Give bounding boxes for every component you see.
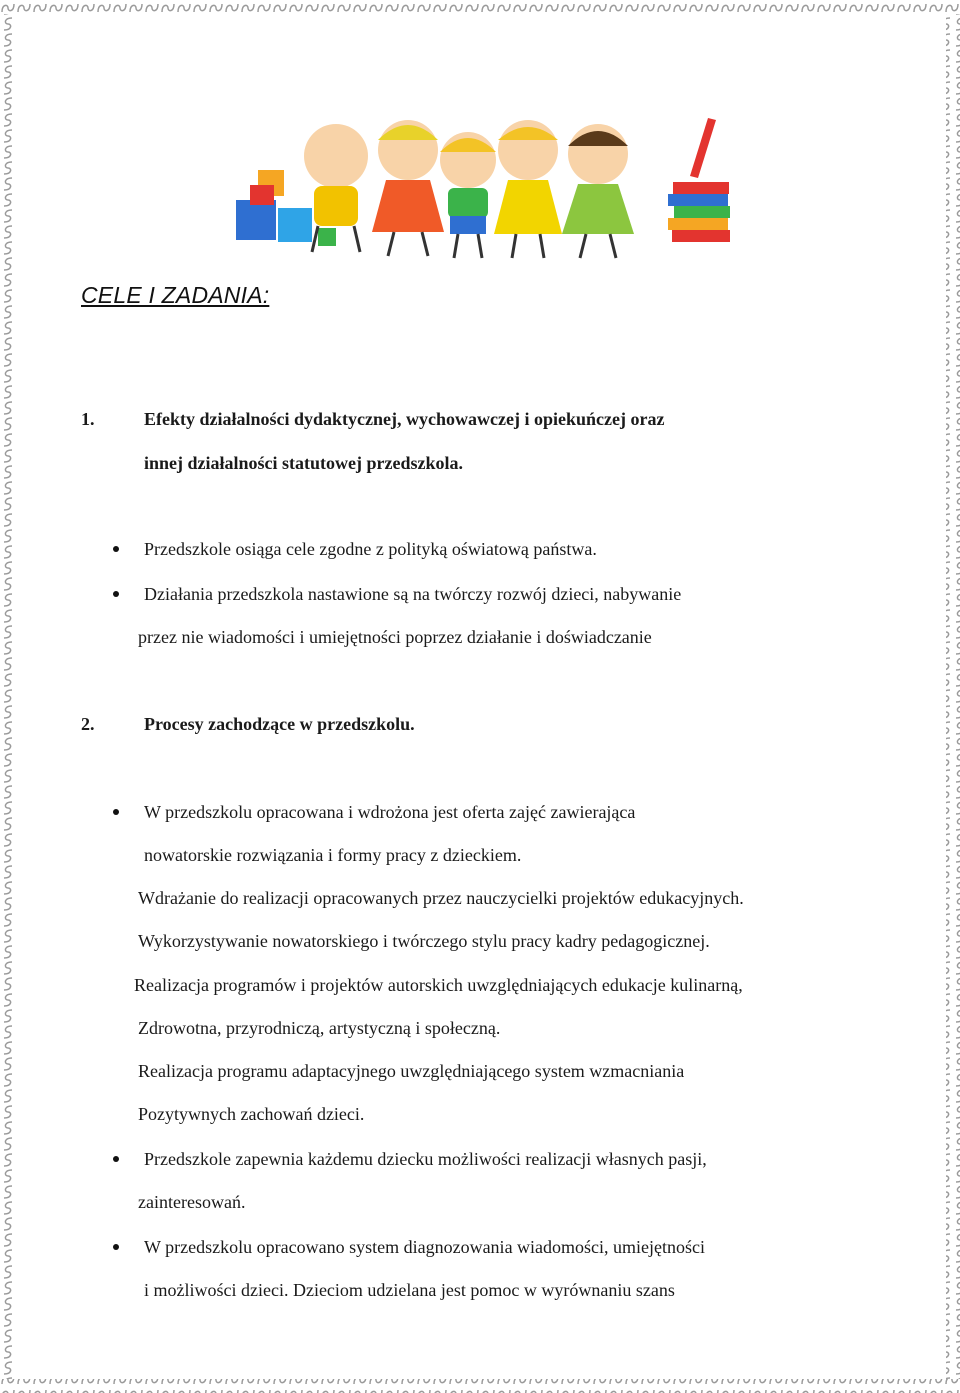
- section-1-item-1: Przedszkole osiąga cele zgodne z polityką oświatową państwa.: [144, 539, 597, 559]
- section-2-line-7: Realizacja programu adaptacyjnego uwzględniającego system wzmacniania: [138, 1061, 685, 1081]
- section-2-line-6: Zdrowotna, przyrodniczą, artystyczną i społeczną.: [138, 1018, 501, 1038]
- section-2-line-9: Przedszkole zapewnia każdemu dziecku możliwości realizacji własnych pasji,: [144, 1149, 707, 1169]
- section-2-line-5: Realizacja programów i projektów autorskich uwzględniających edukacje kulinarną,: [134, 975, 743, 995]
- kids-illustration: [228, 110, 738, 262]
- section-2-line-11: W przedszkolu opracowano system diagnozowania wiadomości, umiejętności: [144, 1237, 706, 1257]
- section-2-number: 2.: [81, 714, 95, 734]
- section-1-item-2: Działania przedszkola nastawione są na twórczy rozwój dzieci, nabywanie: [144, 584, 682, 604]
- bullet-icon: [113, 1244, 119, 1250]
- section-2-line-8: Pozytywnych zachowań dzieci.: [138, 1104, 365, 1124]
- bullet-icon: [113, 809, 119, 815]
- bullet-icon: [113, 591, 119, 597]
- section-2-line-1: W przedszkolu opracowana i wdrożona jest oferta zajęć zawierająca: [144, 802, 636, 822]
- section-2-line-10: zainteresowań.: [138, 1192, 246, 1212]
- page-title: CELE I ZADANIA:: [81, 282, 270, 308]
- section-2-line-2: nowatorskie rozwiązania i formy pracy z dzieckiem.: [144, 845, 522, 865]
- section-2-line-4: Wykorzystywanie nowatorskiego i twórczego stylu pracy kadry pedagogicznej.: [138, 931, 710, 951]
- section-1-heading-line-2: innej działalności statutowej przedszkola.: [144, 453, 463, 473]
- section-2-heading: Procesy zachodzące w przedszkolu.: [144, 714, 415, 734]
- section-1-item-2-continued: przez nie wiadomości i umiejętności poprzez działanie i doświadczanie: [138, 627, 652, 647]
- bullet-icon: [113, 1156, 119, 1162]
- section-2-line-3: Wdrażanie do realizacji opracowanych przez nauczycielki projektów edukacyjnych.: [138, 888, 744, 908]
- section-1-heading-line-1: Efekty działalności dydaktycznej, wychowawczej i opiekuńczej oraz: [144, 409, 665, 429]
- section-1-number: 1.: [81, 409, 95, 429]
- bullet-icon: [113, 546, 119, 552]
- section-2-line-12: i możliwości dzieci. Dzieciom udzielana jest pomoc w wyrównaniu szans: [144, 1280, 675, 1300]
